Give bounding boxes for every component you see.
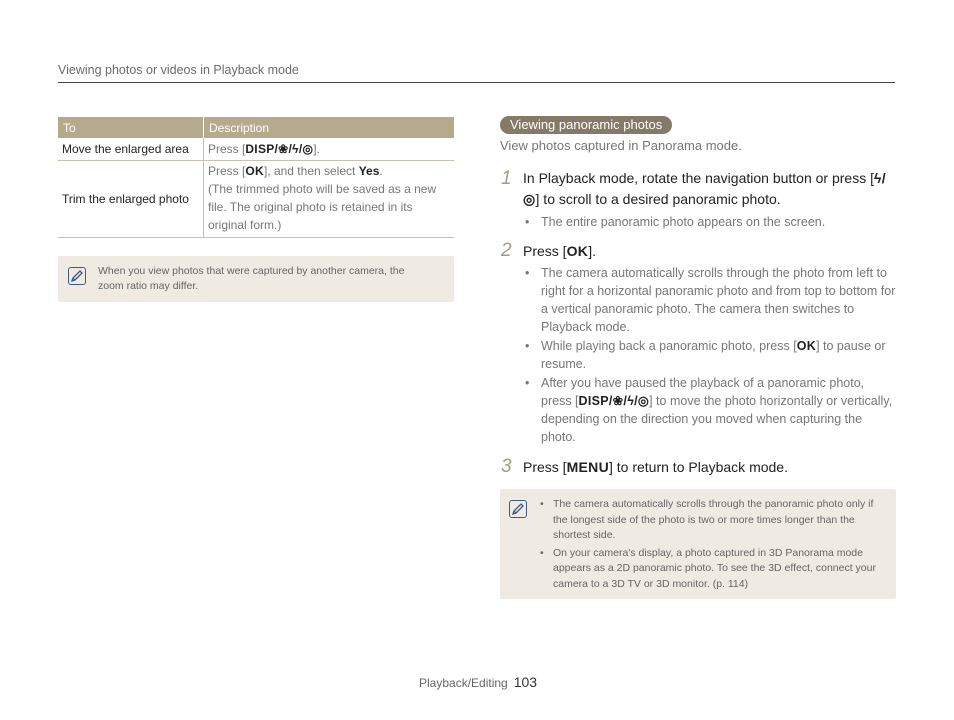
disp-macro-flash-wifi-button-icon: DISP/❀/ϟ/◎ <box>578 394 650 408</box>
step-text: ]. <box>588 243 596 259</box>
column-header-description: Description <box>204 117 455 138</box>
table-header-row <box>58 117 454 138</box>
ok-button-icon: OK <box>566 243 589 259</box>
note-box <box>58 256 454 302</box>
footer-section-label: Playback/Editing <box>419 676 508 690</box>
ok-button-icon: OK <box>245 164 264 178</box>
list-item: • The entire panoramic photo appears on the screen. <box>523 213 895 231</box>
note-pencil-icon <box>68 267 86 285</box>
menu-button-icon: MENU <box>566 459 609 475</box>
page-number: 103 <box>513 674 538 690</box>
desc-note-text: (The trimmed photo will be saved as a new file. The original photo is retained in its original form.) <box>208 182 437 232</box>
table-cell-to: Trim the enlarged photo <box>58 161 204 238</box>
desc-text: Press [ <box>208 142 246 156</box>
step-2-bullets <box>523 264 897 447</box>
table-cell-description <box>204 138 455 161</box>
header-divider <box>58 82 895 83</box>
step-number-3: 3 <box>501 456 512 477</box>
bullet-text: After you have paused the playback of a panoramic photo, press [ <box>541 376 865 408</box>
section-intro: View photos captured in Panorama mode. <box>500 138 742 153</box>
page-footer <box>419 674 537 690</box>
desc-text: Press [ <box>208 164 246 178</box>
yes-option-label: Yes <box>358 164 380 178</box>
note-list <box>538 497 888 594</box>
list-item: • The camera automatically scrolls through the panoramic photo only if the longest side of the photo is two or more times longer than the shortest side. <box>538 497 888 544</box>
list-item <box>523 374 897 446</box>
bullet-text: ] to move the photo horizontally or vertically, depending on the direction you moved when capturing the photo. <box>541 394 893 444</box>
step-number-2: 2 <box>501 240 512 261</box>
section-title-pill: Viewing panoramic photos <box>500 116 672 134</box>
flash-wifi-button-icon: ϟ/◎ <box>523 170 886 207</box>
ok-button-icon: OK <box>796 339 817 353</box>
column-header-to: To <box>58 117 204 138</box>
step-2-text <box>523 241 596 262</box>
table-cell-description <box>204 161 455 238</box>
desc-text: ]. <box>313 142 320 156</box>
section-header: Viewing photos or videos in Playback mode <box>58 63 299 77</box>
list-item: • On your camera's display, a photo captured in 3D Panorama mode appears as a 2D panoramic photo. To see the 3D effect, connect your camera to a 3D TV or 3D monitor. (p. 114) <box>538 546 888 593</box>
bullet-text: While playing back a panoramic photo, press [ <box>541 339 797 353</box>
step-text: ] to scroll to a desired panoramic photo. <box>535 191 781 207</box>
note-text: When you view photos that were captured by another camera, the zoom ratio may differ. <box>98 265 405 292</box>
note-pencil-icon <box>509 500 527 518</box>
desc-text: . <box>379 164 383 178</box>
table-cell-to: Move the enlarged area <box>58 138 204 161</box>
step-text: ] to return to Playback mode. <box>609 459 788 475</box>
step-number-1: 1 <box>501 168 512 189</box>
list-item <box>523 337 897 373</box>
step-text: Press [ <box>523 459 567 475</box>
step-1-bullets <box>523 213 895 232</box>
table-row <box>58 138 454 161</box>
desc-text: ], and then select <box>263 164 359 178</box>
table-row <box>58 161 454 238</box>
zoom-action-table <box>58 117 454 238</box>
step-1-text <box>523 168 893 210</box>
step-3-text <box>523 457 788 478</box>
note-box <box>500 489 896 599</box>
step-text: Press [ <box>523 243 567 259</box>
list-item: • The camera automatically scrolls through the photo from left to right for a horizontal panoramic photo and from top to bottom for a vertical panoramic photo. The camera then switches to Playback mode. <box>523 264 897 336</box>
disp-macro-flash-wifi-button-icon: DISP/❀/ϟ/◎ <box>245 142 314 156</box>
step-text: In Playback mode, rotate the navigation button or press [ <box>523 170 874 186</box>
bullet-text: ] to pause or resume. <box>541 339 886 371</box>
